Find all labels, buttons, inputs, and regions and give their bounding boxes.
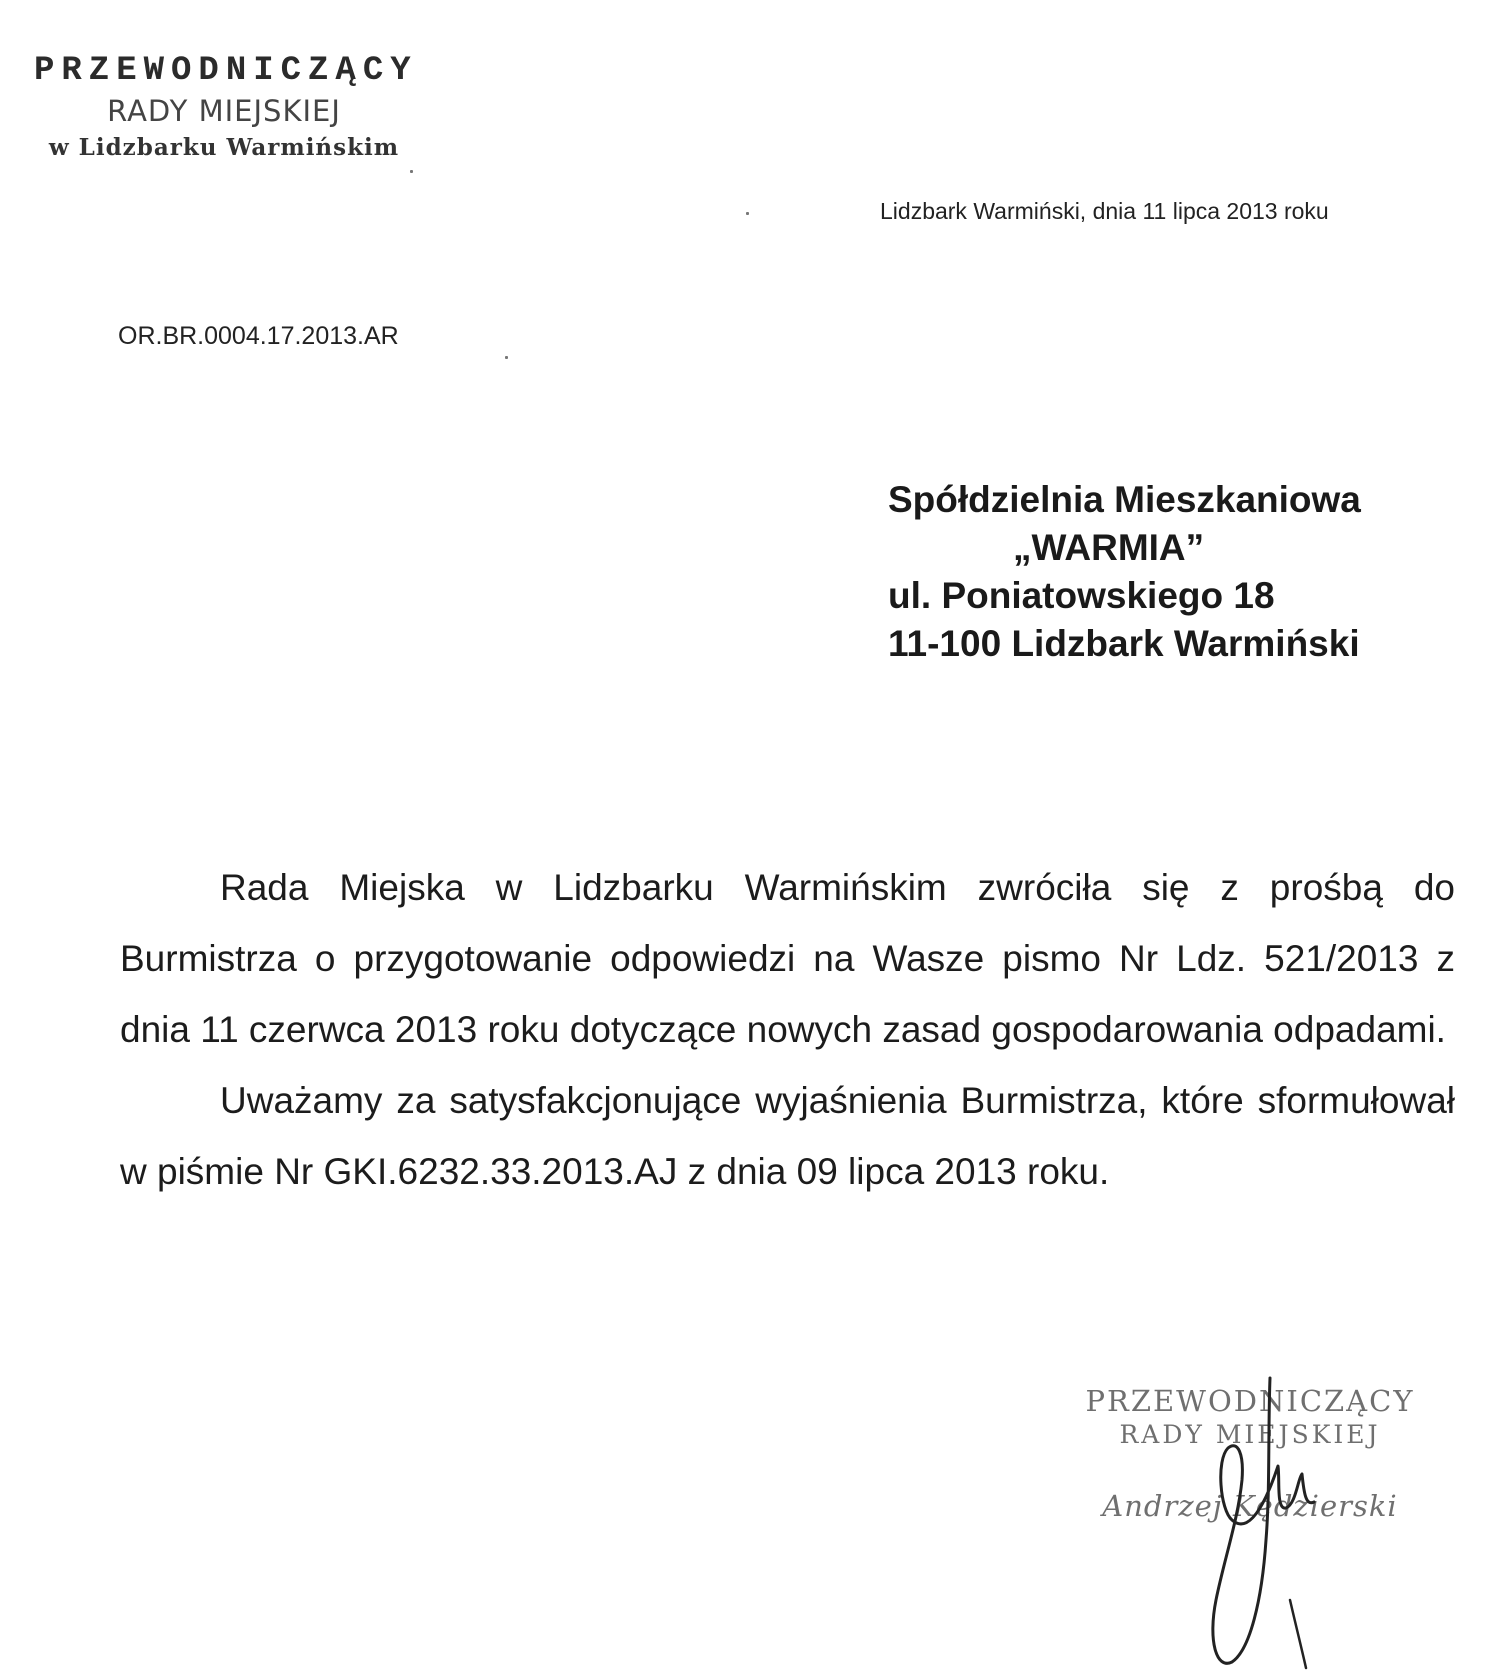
recipient-street: ul. Poniatowskiego 18 [888,575,1275,616]
signature-stamp-subtitle: RADY MIEJSKIEJ [1119,1420,1381,1449]
scan-speck [505,356,508,359]
date-line: Lidzbark Warmiński, dnia 11 lipca 2013 roku [880,198,1329,224]
scan-speck [410,170,413,173]
reference-number: OR.BR.0004.17.2013.AR [118,322,399,350]
letter-body [120,852,1455,1207]
header-stamp-subtitle: RADY MIEJSKIEJ [107,94,341,128]
recipient-name-quoted: „WARMIA” [1013,527,1205,568]
recipient-name: Spółdzielnia Mieszkaniowa [888,479,1361,520]
body-paragraph: Rada Miejska w Lidzbarku Warmińskim zwróciła się z prośbą do Burmistrza o przygotowanie odpowiedzi na Wasze pismo Nr Ldz. 521/2013 z dnia 11 czerwca 2013 roku dotyczące nowych zasad gospodarowania odpadami. [120,867,1455,1050]
scan-speck [746,212,749,215]
signature-stamp-name: Andrzej Kędzierski [1102,1489,1398,1523]
recipient-city: 11-100 Lidzbark Warmiński [888,623,1360,664]
header-stamp-location: w Lidzbarku Warmińskim [48,134,400,161]
recipient-address [888,476,1361,668]
body-paragraph: Uważamy za satysfakcjonujące wyjaśnienia Burmistrza, które sformułował w piśmie Nr GKI.6232.33.2013.AJ z dnia 09 lipca 2013 roku. [120,1080,1455,1192]
header-stamp-title: PRZEWODNICZĄCY [34,52,418,90]
handwritten-signature [1120,1370,1380,1670]
signature-stamp-title: PRZEWODNICZĄCY [1085,1384,1415,1418]
header-stamp [34,52,418,161]
